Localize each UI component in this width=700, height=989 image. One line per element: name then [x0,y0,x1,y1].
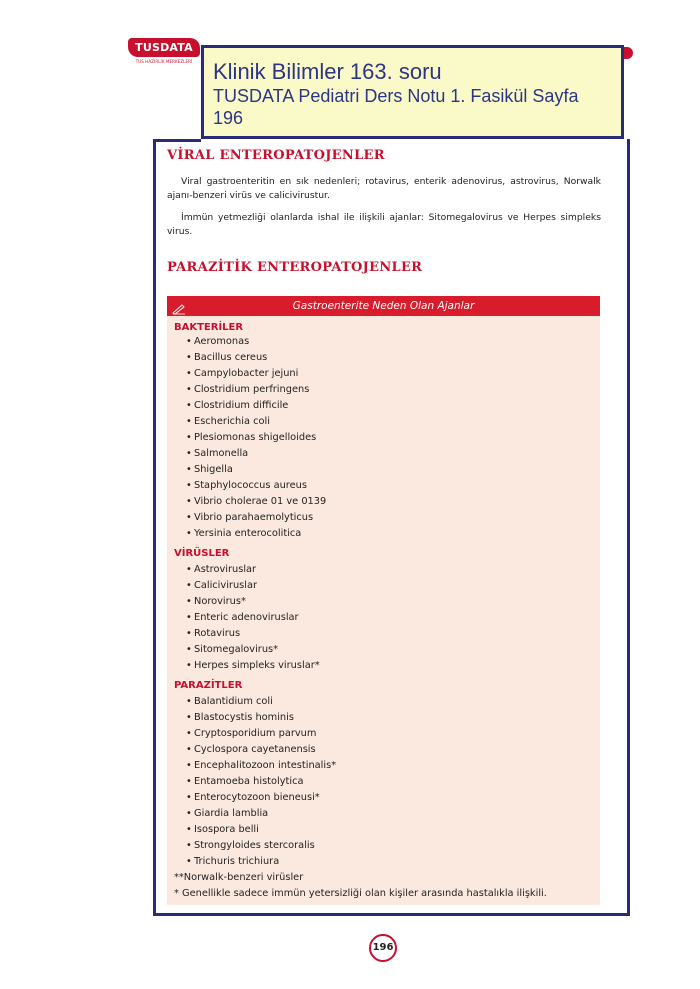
logo-brand: TUSDATA [128,38,200,57]
header-tab-decoration [624,47,633,59]
viral-paragraph-1: Viral gastroenteritin en sık nedenleri; rotavirus, enterik adenovirus, astrovirus, Norwalk ajanı-benzeri virüs ve calicivirustur. [167,176,601,201]
category-heading-viruses: VİRÜSLER [174,548,230,559]
list-item: • Balantidium coli [186,696,273,707]
question-source-line1: TUSDATA Pediatri Ders Notu 1. Fasikül Sayfa [213,86,579,106]
list-item: • Escherichia coli [186,416,270,427]
list-item: • Sitomegalovirus* [186,644,279,655]
question-source-line2: 196 [213,108,244,128]
question-source [213,85,612,129]
list-item: • Strongyloides stercoralis [186,840,315,851]
table-header [167,296,600,316]
question-title: Klinik Bilimler 163. soru [213,59,442,84]
category-heading-parasites: PARAZİTLER [174,680,243,691]
list-item: • Vibrio parahaemolyticus [186,512,314,523]
tusdata-logo [128,38,200,68]
category-heading-bacteria: BAKTERİLER [174,322,244,333]
list-item: • Rotavirus [186,628,241,639]
list-item: • Staphylococcus aureus [186,480,307,491]
list-item: • Caliciviruslar [186,580,258,591]
list-item: • Campylobacter jejuni [186,368,299,379]
list-item: • Norovirus* [186,596,246,607]
list-item: • Trichuris trichiura [186,856,280,867]
list-item: • Aeromonas [186,336,250,347]
list-item: • Blastocystis hominis [186,712,294,723]
list-item: • Cyclospora cayetanensis [186,744,316,755]
page-number: 196 [369,934,397,962]
list-item: • Yersinia enterocolitica [186,528,302,539]
list-item: • Clostridium perfringens [186,384,310,395]
viral-section-title: VİRAL ENTEROPATOJENLER [167,148,385,163]
list-item: • Cryptosporidium parvum [186,728,317,739]
logo-tagline: TUS HAZIRLIK MERKEZLERİ [135,59,193,64]
footnote-norwalk: **Norwalk-benzeri virüsler [174,872,304,883]
list-item: • Encephalitozoon intestinalis* [186,760,337,771]
list-item: • Giardia lamblia [186,808,269,819]
list-item: • Vibrio cholerae 01 ve 0139 [186,496,327,507]
table-title: Gastroenterite Neden Olan Ajanlar [292,300,475,312]
list-item: • Clostridium difficile [186,400,289,411]
list-item: • Shigella [186,464,233,475]
list-item: • Entamoeba histolytica [186,776,304,787]
list-item: • Isospora belli [186,824,259,835]
list-item: • Enteric adenoviruslar [186,612,299,623]
list-item: • Salmonella [186,448,249,459]
list-item: • Herpes simpleks viruslar* [186,660,320,671]
list-item: • Plesiomonas shigelloides [186,432,317,443]
list-item: • Bacillus cereus [186,352,268,363]
list-item: • Enterocytozoon bieneusi* [186,792,320,803]
footnote-immune: * Genellikle sadece immün yetersizliği olan kişiler arasında hastalıkla ilişkili. [174,888,547,899]
viral-paragraph-2: İmmün yetmezliği olanlarda ishal ile ilişkili ajanlar: Sitomegalovirus ve Herpes simpleks virus. [167,212,601,237]
list-item: • Astroviruslar [186,564,257,575]
content-frame-top [153,139,201,142]
question-header [201,45,624,139]
parasitic-section-title: PARAZİTİK ENTEROPATOJENLER [167,260,423,275]
